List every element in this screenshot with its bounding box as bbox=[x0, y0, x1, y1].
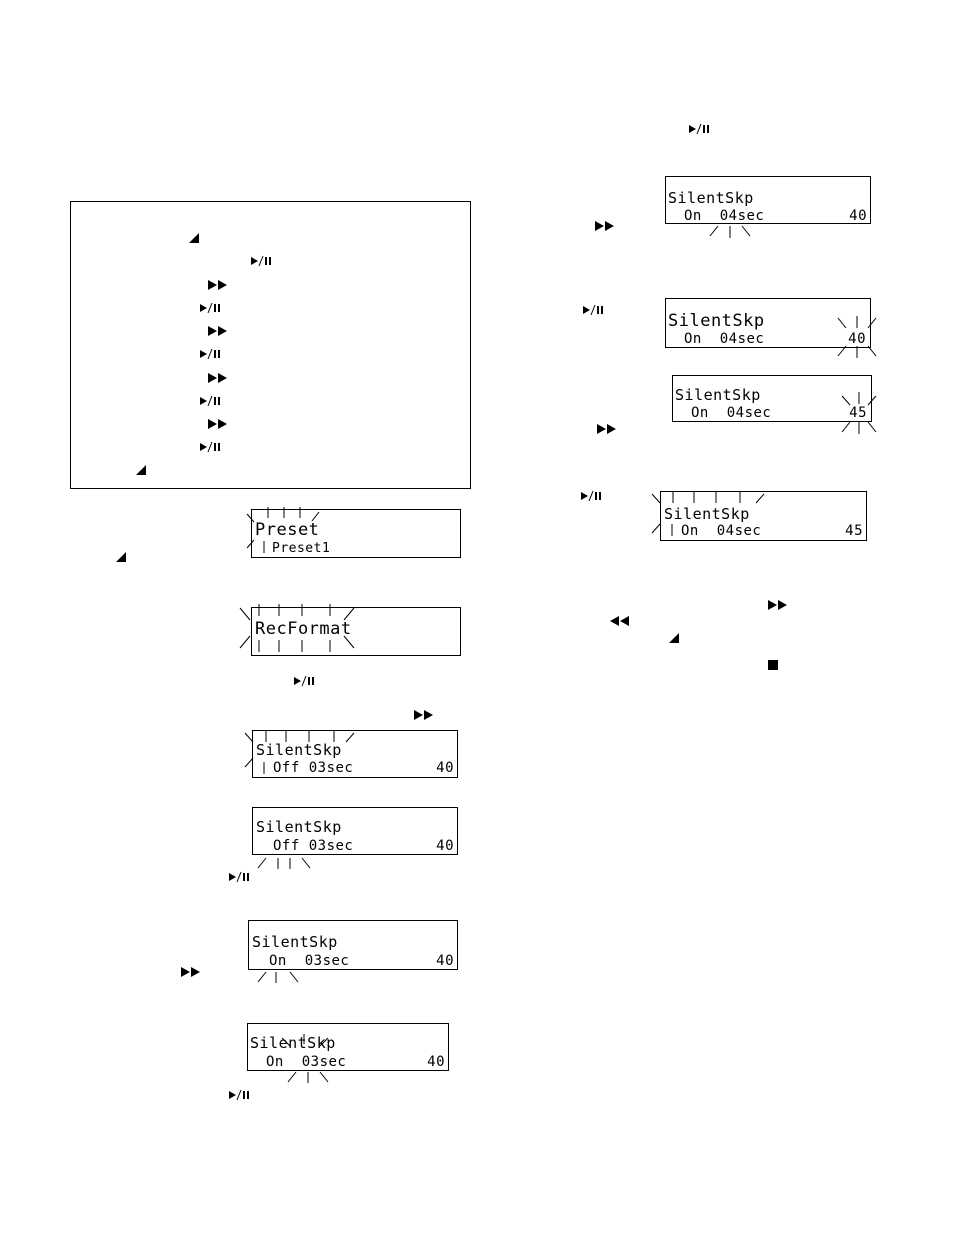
lcd-silentskp-1 bbox=[252, 730, 458, 778]
play-pause-icon bbox=[199, 395, 223, 407]
lcd-line2: On 03sec bbox=[269, 953, 350, 969]
procedure-box bbox=[70, 201, 471, 489]
fast-forward-icon bbox=[594, 220, 618, 232]
fast-forward-icon bbox=[207, 279, 231, 291]
lcd-line1: SilentSkp bbox=[256, 741, 342, 759]
lcd-recformat bbox=[251, 607, 461, 656]
lcd-number: 40 bbox=[436, 760, 454, 776]
lcd-line2: Off 03sec bbox=[273, 760, 354, 776]
rewind-icon bbox=[609, 615, 633, 627]
lcd-line2: On 04sec bbox=[681, 523, 762, 539]
play-pause-icon bbox=[199, 348, 223, 360]
lcd-line1: SilentSkp bbox=[252, 933, 338, 951]
lcd-silentskp-r4 bbox=[660, 491, 867, 541]
lcd-number: 40 bbox=[848, 331, 866, 347]
lcd-line1: SilentSkp bbox=[675, 386, 761, 404]
play-pause-icon bbox=[199, 441, 223, 453]
lcd-line2: On 03sec bbox=[266, 1054, 347, 1070]
play-pause-icon bbox=[688, 123, 712, 135]
lcd-number: 40 bbox=[427, 1054, 445, 1070]
play-pause-icon bbox=[582, 304, 606, 316]
fast-forward-icon bbox=[596, 423, 620, 435]
lcd-line1: SilentSkp bbox=[250, 1034, 336, 1052]
lcd-number: 40 bbox=[436, 953, 454, 969]
lcd-silentskp-2 bbox=[252, 807, 458, 855]
play-pause-icon bbox=[228, 1089, 252, 1101]
enter-triangle-icon bbox=[135, 464, 159, 476]
lcd-line2: On 04sec bbox=[684, 208, 765, 224]
lcd-silentskp-r3 bbox=[672, 375, 872, 422]
stop-icon bbox=[767, 659, 791, 671]
lcd-number: 40 bbox=[436, 838, 454, 854]
lcd-line2: On 04sec bbox=[691, 405, 772, 421]
play-pause-icon bbox=[250, 255, 274, 267]
lcd-line1: SilentSkp bbox=[668, 311, 765, 331]
play-pause-icon bbox=[580, 490, 604, 502]
lcd-line2: On 04sec bbox=[684, 331, 765, 347]
lcd-silentskp-r1 bbox=[665, 176, 871, 224]
lcd-silentskp-3 bbox=[248, 920, 458, 970]
fast-forward-icon bbox=[180, 966, 204, 978]
fast-forward-icon bbox=[767, 599, 791, 611]
play-pause-icon bbox=[293, 675, 317, 687]
lcd-silentskp-r2 bbox=[665, 298, 871, 348]
enter-triangle-icon bbox=[668, 632, 692, 644]
lcd-number: 40 bbox=[849, 208, 867, 224]
lcd-line1: Preset bbox=[255, 520, 320, 540]
lcd-line1: SilentSkp bbox=[256, 818, 342, 836]
lcd-line1: RecFormat bbox=[255, 619, 352, 639]
lcd-line1: SilentSkp bbox=[668, 189, 754, 207]
lcd-line2: Preset1 bbox=[272, 541, 331, 556]
lcd-number: 45 bbox=[849, 405, 867, 421]
fast-forward-icon bbox=[207, 325, 231, 337]
enter-triangle-icon bbox=[115, 551, 139, 563]
play-pause-icon bbox=[228, 871, 252, 883]
lcd-line1: SilentSkp bbox=[664, 505, 750, 523]
lcd-preset bbox=[251, 509, 461, 558]
lcd-line2: Off 03sec bbox=[273, 838, 354, 854]
enter-triangle-icon bbox=[188, 232, 212, 244]
fast-forward-icon bbox=[207, 372, 231, 384]
fast-forward-icon bbox=[207, 418, 231, 430]
lcd-number: 45 bbox=[845, 523, 863, 539]
fast-forward-icon bbox=[413, 709, 437, 721]
play-pause-icon bbox=[199, 302, 223, 314]
lcd-silentskp-4 bbox=[247, 1023, 449, 1071]
